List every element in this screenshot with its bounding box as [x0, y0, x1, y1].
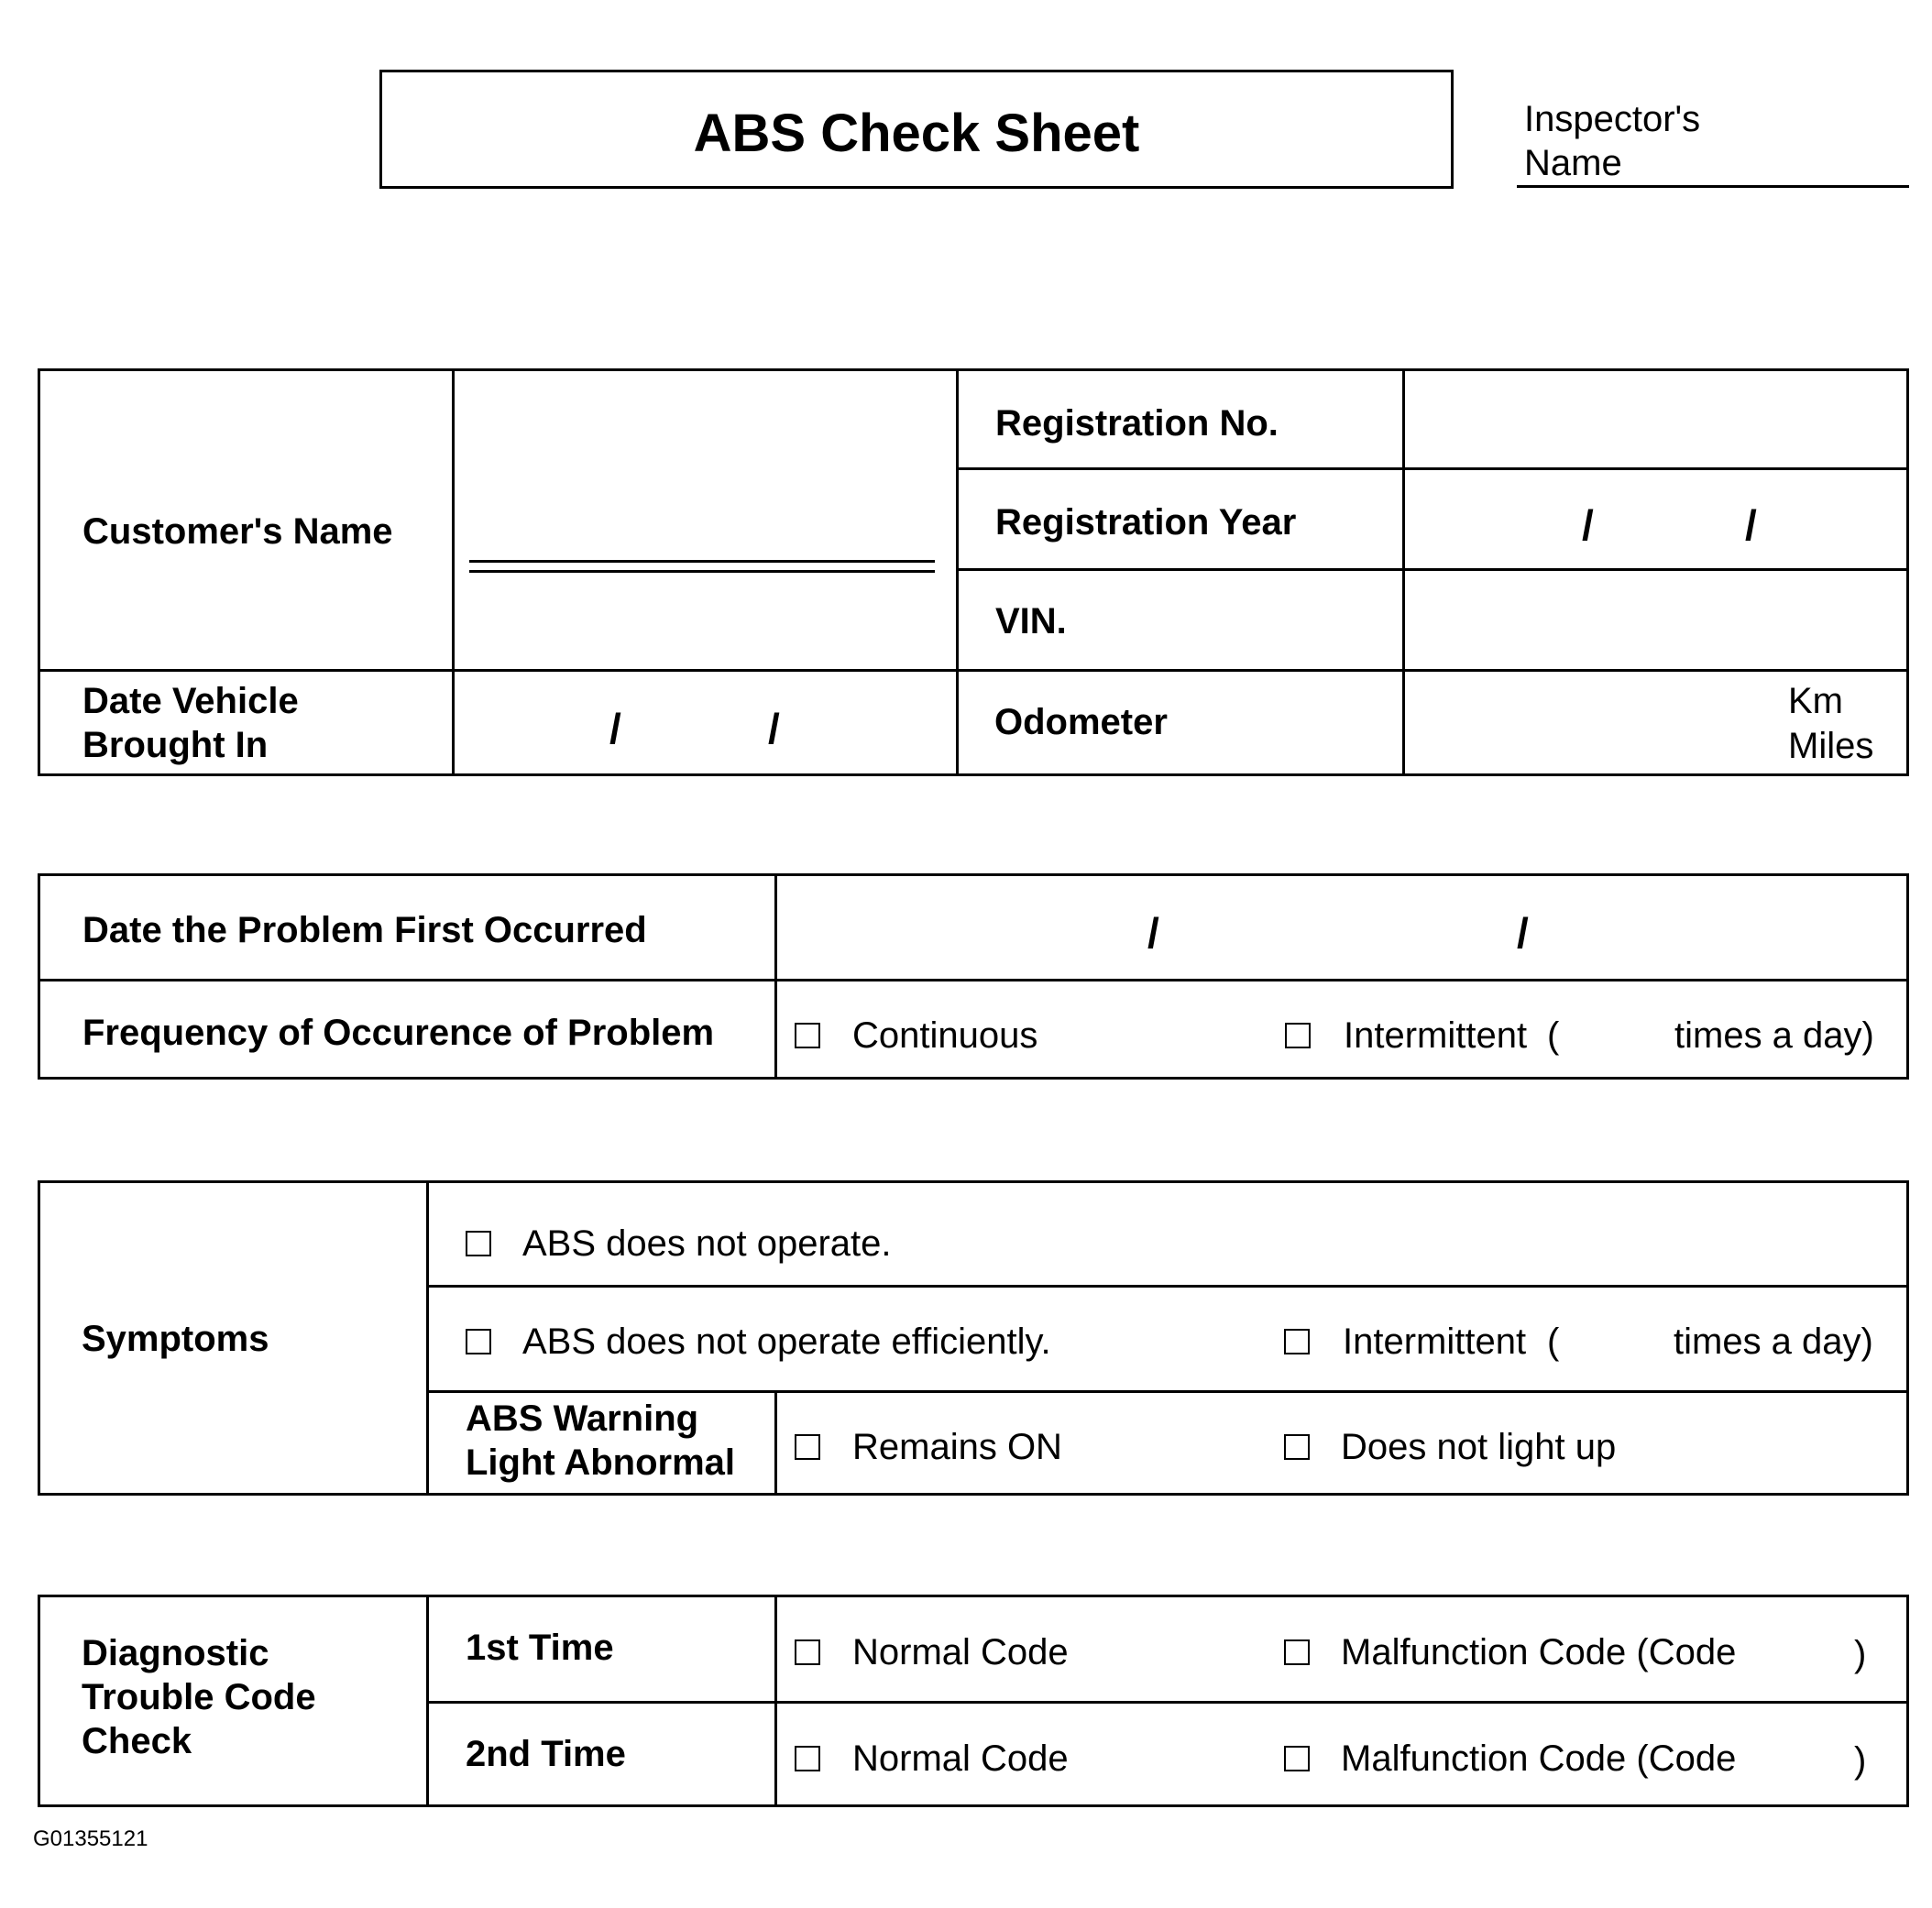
second-normal-code-label: Normal Code [852, 1738, 1069, 1779]
remains-on-checkbox[interactable] [795, 1434, 820, 1460]
not-light-checkbox[interactable] [1284, 1434, 1310, 1460]
times-a-day-label: times a day) [1674, 1015, 1874, 1056]
date-separator: / [1582, 501, 1594, 549]
second-time-label: 2nd Time [466, 1734, 626, 1774]
divider [38, 979, 1909, 981]
first-occurred-label: Date the Problem First Occurred [82, 910, 647, 950]
date-brought-in-label-line2: Brought In [82, 725, 269, 765]
dtc-label-line2: Trouble Code [82, 1677, 316, 1717]
open-paren: ( [1547, 1015, 1560, 1056]
divider [956, 368, 959, 776]
divider [426, 1701, 1909, 1704]
not-light-label: Does not light up [1341, 1427, 1617, 1467]
not-operate-label: ABS does not operate. [522, 1223, 892, 1264]
date-separator: / [609, 705, 621, 752]
registration-year-label: Registration Year [995, 502, 1297, 543]
odometer-unit-km: Km [1788, 681, 1843, 721]
not-efficient-checkbox[interactable] [466, 1329, 491, 1354]
first-malfunction-code-checkbox[interactable] [1284, 1639, 1310, 1665]
date-separator: / [1517, 909, 1529, 957]
date-separator: / [1745, 501, 1757, 549]
divider [426, 1390, 1909, 1393]
odometer-unit-miles: Miles [1788, 726, 1874, 766]
first-malfunction-code-label: Malfunction Code (Code [1341, 1632, 1737, 1672]
symptom-intermittent-checkbox[interactable] [1284, 1329, 1310, 1354]
intermittent-label: Intermittent [1344, 1015, 1528, 1056]
divider [956, 568, 1909, 571]
customer-name-line[interactable] [469, 570, 935, 573]
customer-name-line[interactable] [469, 560, 935, 563]
divider [774, 873, 777, 1080]
divider [452, 368, 455, 776]
customer-name-label: Customer's Name [82, 511, 393, 552]
vin-label: VIN. [995, 601, 1067, 641]
intermittent-checkbox[interactable] [1285, 1023, 1311, 1048]
page-title: ABS Check Sheet [693, 104, 1140, 163]
divider [1402, 368, 1405, 776]
continuous-checkbox[interactable] [795, 1023, 820, 1048]
figure-id: G01355121 [33, 1826, 148, 1851]
inspector-label-line1: Inspector's [1524, 99, 1701, 139]
continuous-label: Continuous [852, 1015, 1038, 1056]
divider [426, 1285, 1909, 1288]
dtc-label-line1: Diagnostic [82, 1633, 269, 1673]
second-malfunction-code-checkbox[interactable] [1284, 1746, 1310, 1771]
date-brought-in-label-line1: Date Vehicle [82, 681, 299, 721]
dtc-label-line3: Check [82, 1721, 192, 1761]
times-a-day-label: times a day) [1674, 1321, 1873, 1362]
not-operate-checkbox[interactable] [466, 1231, 491, 1256]
divider [956, 467, 1909, 470]
warning-light-label-line2: Light Abnormal [466, 1442, 736, 1483]
vehicle-info-table [38, 368, 1909, 776]
first-time-label: 1st Time [466, 1628, 614, 1668]
close-paren: ) [1854, 1634, 1867, 1674]
symptoms-label: Symptoms [82, 1319, 269, 1359]
second-normal-code-checkbox[interactable] [795, 1746, 820, 1771]
first-normal-code-checkbox[interactable] [795, 1639, 820, 1665]
warning-light-label-line1: ABS Warning [466, 1398, 699, 1439]
divider [38, 669, 1909, 672]
first-normal-code-label: Normal Code [852, 1632, 1069, 1672]
inspector-label-line2: Name [1524, 143, 1622, 183]
symptom-intermittent-label: Intermittent [1343, 1321, 1527, 1362]
inspector-name-line [1517, 185, 1909, 188]
frequency-label: Frequency of Occurence of Problem [82, 1013, 715, 1053]
date-separator: / [768, 705, 780, 752]
close-paren: ) [1854, 1740, 1867, 1781]
not-efficient-label: ABS does not operate efficiently. [522, 1321, 1051, 1362]
remains-on-label: Remains ON [852, 1427, 1062, 1467]
registration-no-label: Registration No. [995, 403, 1279, 444]
divider [426, 1180, 429, 1496]
date-separator: / [1147, 909, 1159, 957]
open-paren: ( [1547, 1321, 1560, 1362]
second-malfunction-code-label: Malfunction Code (Code [1341, 1738, 1737, 1779]
divider [774, 1390, 777, 1496]
odometer-label: Odometer [994, 702, 1168, 742]
